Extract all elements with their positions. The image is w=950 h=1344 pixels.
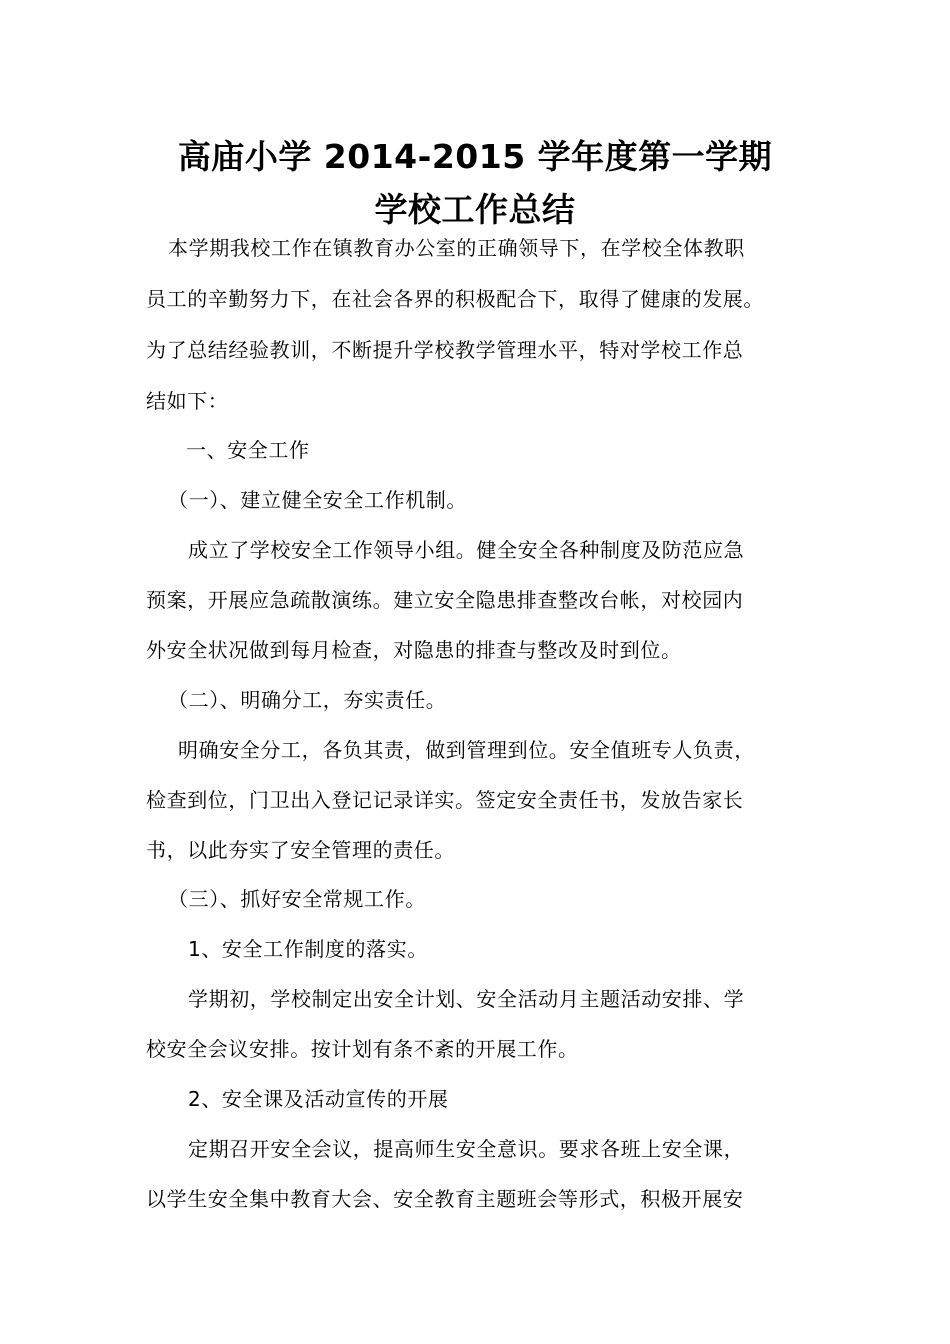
body-line: 预案，开展应急疏散演练。建立安全隐患排查整改台帐，对校园内 <box>146 588 744 612</box>
body-line: 明确安全分工，各负其责，做到管理到位。安全值班专人负责， <box>178 738 755 762</box>
body-line: 定期召开安全会议，提高师生安全意识。要求各班上安全课， <box>188 1137 745 1161</box>
document-title-line-1: 高庙小学 2014-2015 学年度第一学期 <box>177 137 773 176</box>
body-line: 为了总结经验教训，不断提升学校教学管理水平，特对学校工作总 <box>146 338 744 362</box>
subsection-heading: （二）、明确分工，夯实责任。 <box>168 688 447 712</box>
body-line: 结如下： <box>146 389 229 413</box>
section-heading: 一、安全工作 <box>186 438 310 462</box>
body-line: 检查到位，门卫出入登记记录详实。签定安全责任书，发放告家长 <box>146 788 744 812</box>
numbered-item-heading: 2、安全课及活动宣传的开展 <box>188 1087 449 1111</box>
document-title-line-2: 学校工作总结 <box>374 190 576 229</box>
body-line: 成立了学校安全工作领导小组。健全安全各种制度及防范应急 <box>188 538 745 562</box>
body-line: 员工的辛勤努力下，在社会各界的积极配合下，取得了健康的发展。 <box>146 287 764 311</box>
numbered-item-heading: 1、安全工作制度的落实。 <box>188 937 428 961</box>
body-line: 以学生安全集中教育大会、安全教育主题班会等形式，积极开展安 <box>146 1187 744 1211</box>
body-line: 书，以此夯实了安全管理的责任。 <box>146 838 455 862</box>
subsection-heading: （三）、抓好安全常规工作。 <box>168 887 426 911</box>
body-line: 学期初，学校制定出安全计划、安全活动月主题活动安排、学 <box>188 987 745 1011</box>
body-line: 外安全状况做到每月检查，对隐患的排查与整改及时到位。 <box>146 638 682 662</box>
subsection-heading: （一）、建立健全安全工作机制。 <box>168 488 467 512</box>
body-line: 校安全会议安排。按计划有条不紊的开展工作。 <box>146 1037 579 1061</box>
body-line: 本学期我校工作在镇教育办公室的正确领导下，在学校全体教职 <box>168 236 745 260</box>
